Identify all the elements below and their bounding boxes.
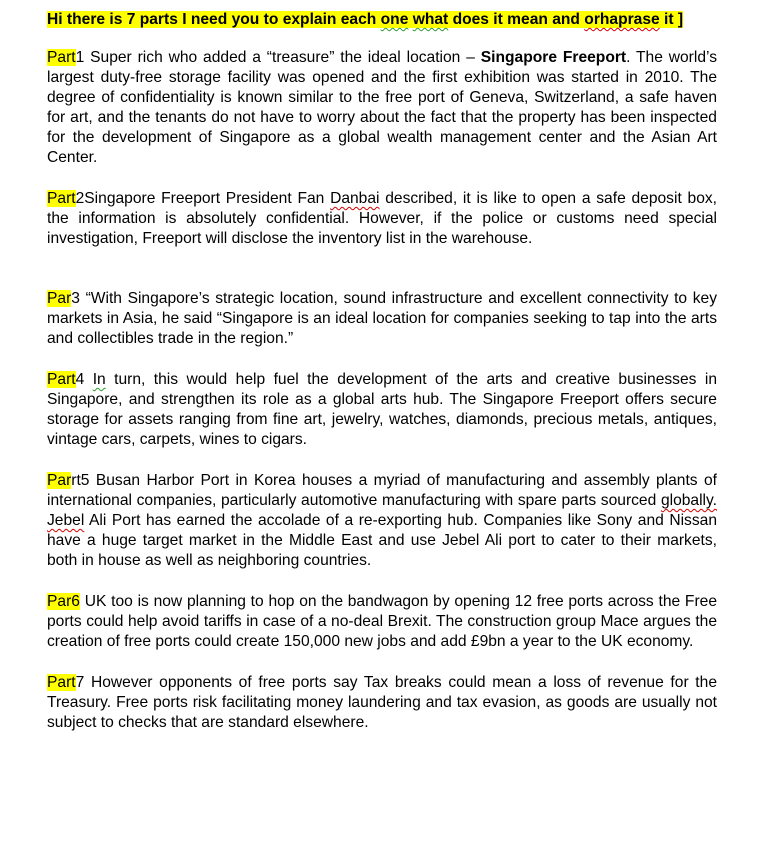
paragraph-part6 xyxy=(47,592,717,652)
part5-text-a: rt5 Busan Harbor Port in Korea houses a myriad of manufacturing and assembly plants of international companies, particularly automotive manufacturing with spare parts sourced xyxy=(47,472,717,509)
part1-text-b: . The world’s largest duty-free storage facility was opened and the first exhibition was started in 2010. The degree of confidentiality is known similar to the free port of Geneva, Switzerland, a safe haven for art, and the tenants do not have to worry about the fact that the property has been inspected for the development of Singapore as a global wealth management center and the Asian Art Center. xyxy=(47,49,717,166)
part3-label: Par xyxy=(47,290,72,307)
part6-label: Par6 xyxy=(47,593,80,610)
part2-label: Part xyxy=(47,190,76,207)
part5-label: Par xyxy=(47,472,72,489)
heading-spelling-flag[interactable]: orhaprase xyxy=(584,11,660,28)
paragraph-part2 xyxy=(47,189,717,249)
part3-text: 3 “With Singapore’s strategic location, sound infrastructure and excellent connectivity to key markets in Asia, he said “Singapore is an ideal location for companies seeking to tap into the arts and collectibles trade in the region.” xyxy=(47,290,717,347)
paragraph-part5 xyxy=(47,471,717,571)
part2-text-a: 2Singapore Freeport President Fan xyxy=(75,190,331,207)
part4-grammar-flag[interactable]: In xyxy=(92,371,106,388)
document-heading xyxy=(47,10,717,30)
paragraph-part1 xyxy=(47,48,717,168)
part7-text: 7 However opponents of free ports say Tax breaks could mean a loss of revenue for the Treasury. Free ports risk facilitating money laundering and tax evasion, as goods are usually not subject to checks that are standard elsewhere. xyxy=(47,674,717,731)
part5-spelling-flag-jebel[interactable]: Jebel xyxy=(47,512,85,529)
part7-label: Part xyxy=(47,674,76,691)
heading-grammar-flag-one[interactable]: one xyxy=(380,11,409,28)
part5-text-b: Ali Port has earned the accolade of a re-exporting hub. Companies like Sony and Nissan have a huge target market in the Middle East and use Jebel Ali port to cater to their markets, both in house as well as neighboring countries. xyxy=(47,512,717,569)
heading-highlight xyxy=(47,11,683,28)
heading-grammar-flag-what[interactable]: what xyxy=(412,11,449,28)
paragraph-part3 xyxy=(47,289,717,349)
part2-text-b: described, it is like to open a safe deposit box, the information is absolutely confidential. However, if the police or customs need special investigation, Freeport will disclose the inventory list in the warehouse. xyxy=(47,190,717,247)
paragraph-part4 xyxy=(47,370,717,450)
part1-label: Part xyxy=(47,49,76,66)
heading-text-middle: does it mean and xyxy=(448,11,585,28)
part1-text-a: 1 Super rich who added a “treasure” the ideal location – xyxy=(75,49,481,66)
part1-bold-term: Singapore Freeport xyxy=(480,49,627,66)
part6-text: UK too is now planning to hop on the bandwagon by opening 12 free ports across the Free ports could help avoid tariffs in case of a no-deal Brexit. The construction group Mace argues the creation of free ports could create 150,000 new jobs and add £9bn a year to the UK economy. xyxy=(47,593,717,650)
part4-text-a: 4 xyxy=(75,371,93,388)
heading-text-end: it ] xyxy=(659,11,684,28)
part4-text-b: turn, this would help fuel the development of the arts and creative businesses in Singapore, and strengthen its role as a global arts hub. The Singapore Freeport offers secure storage for assets ranging from fine art, jewelry, watches, diamonds, precious metals, antiques, vintage cars, carpets, wines to cigars. xyxy=(47,371,717,448)
heading-text-start: Hi there is 7 parts I need you to explain each xyxy=(47,11,381,28)
document-page xyxy=(47,10,717,754)
part5-spelling-flag-globally[interactable]: globally. xyxy=(660,492,717,509)
part2-spelling-flag[interactable]: Danbai xyxy=(330,190,380,207)
paragraph-part7 xyxy=(47,673,717,733)
part4-label: Part xyxy=(47,371,76,388)
